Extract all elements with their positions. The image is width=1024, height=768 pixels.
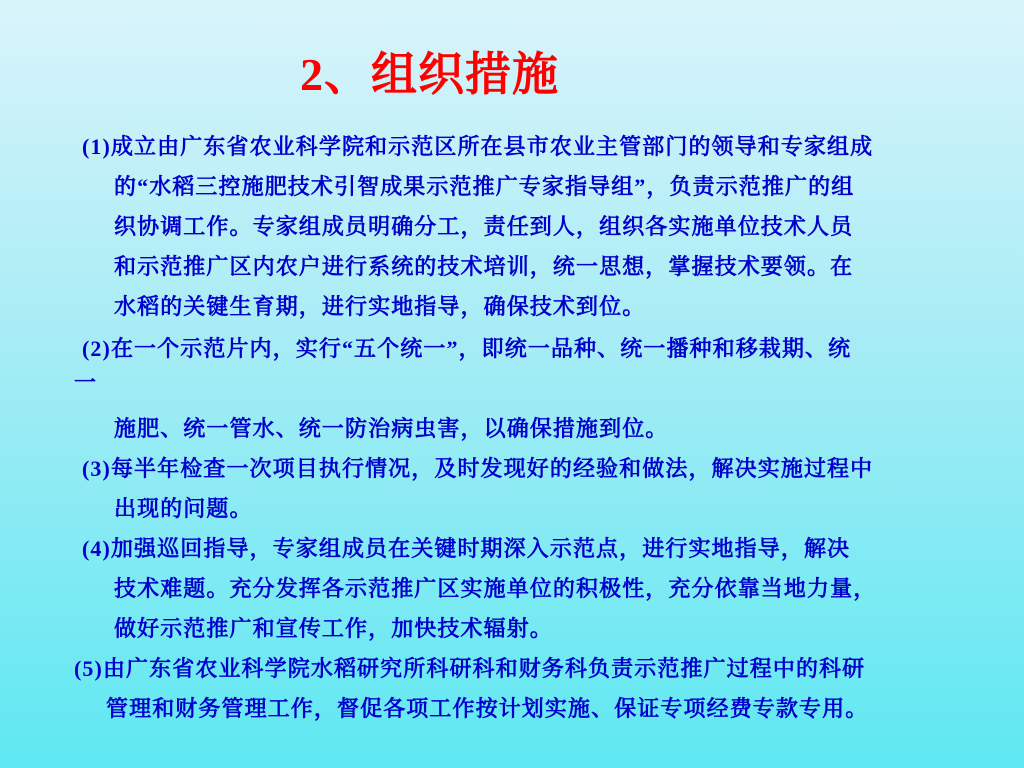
item-1-line-4: 和示范推广区内农户进行系统的技术培训，统一思想，掌握技术要领。在 bbox=[114, 254, 854, 279]
item-1-line-3: 织协调工作。专家组成员明确分工，责任到人，组织各实施单位技术人员 bbox=[114, 214, 854, 239]
item-3-line-1: (3)每半年检查一次项目执行情况，及时发现好的经验和做法，解决实施过程中 bbox=[82, 456, 874, 481]
item-3-line-2: 出现的问题。 bbox=[114, 496, 253, 521]
item-2-line-2: 一 bbox=[74, 370, 98, 395]
slide-title: 2、组织措施 bbox=[300, 49, 559, 100]
item-5-line-1: (5)由广东省农业科学院水稻研究所科研科和财务科负责示范推广过程中的科研 bbox=[74, 656, 866, 681]
item-4-line-3: 做好示范推广和宣传工作，加快技术辐射。 bbox=[114, 616, 553, 641]
item-2-line-1: (2)在一个示范片内，实行“五个统一”，即统一品种、统一播种和移栽期、统 bbox=[82, 336, 852, 361]
item-1-line-1: (1)成立由广东省农业科学院和示范区所在县市农业主管部门的领导和专家组成 bbox=[82, 134, 874, 159]
item-5-line-2: 管理和财务管理工作，督促各项工作按计划实施、保证专项经费专款专用。 bbox=[106, 696, 869, 721]
item-4-line-2: 技术难题。充分发挥各示范推广区实施单位的积极性，充分依靠当地力量， bbox=[114, 576, 877, 601]
item-1-line-5: 水稻的关键生育期，进行实地指导，确保技术到位。 bbox=[114, 294, 646, 319]
item-4-line-1: (4)加强巡回指导，专家组成员在关键时期深入示范点，进行实地指导，解决 bbox=[82, 536, 851, 561]
item-1-line-2: 的“水稻三控施肥技术引智成果示范推广专家指导组”，负责示范推广的组 bbox=[114, 174, 855, 199]
item-2-line-3: 施肥、统一管水、统一防治病虫害，以确保措施到位。 bbox=[114, 416, 669, 441]
